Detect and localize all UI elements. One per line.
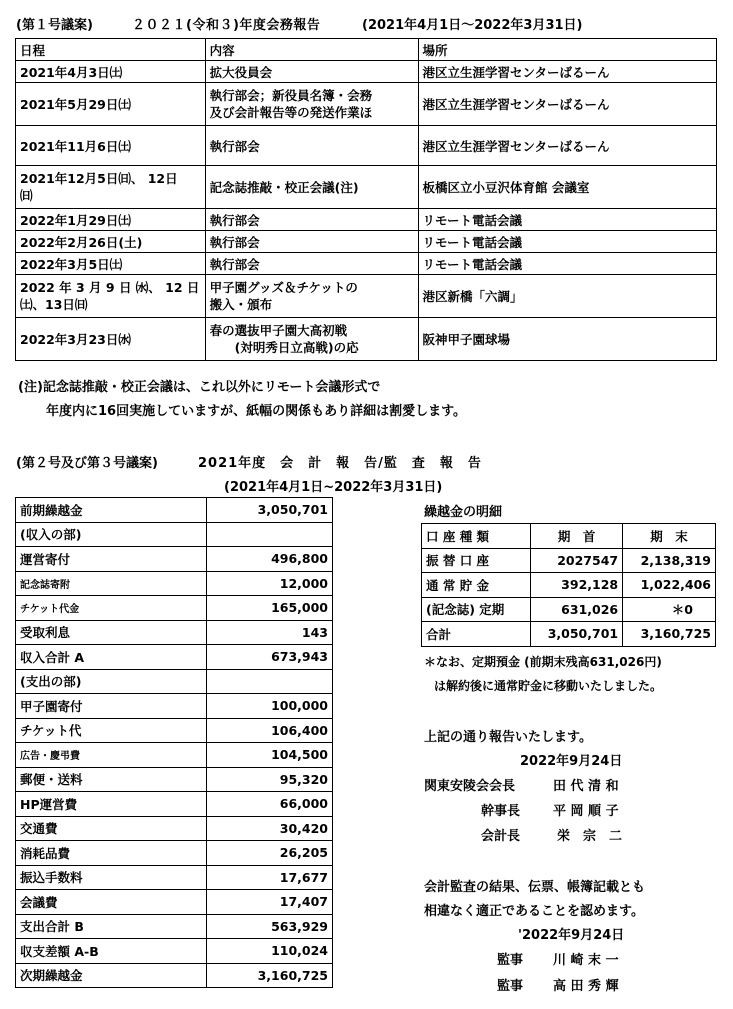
schedule-place: 阪神甲子園球場 xyxy=(418,318,716,361)
schedule-date: 2021年11月6日㈯ xyxy=(16,126,206,166)
account-value: 26,205 xyxy=(207,841,333,866)
account-label: HP運営費 xyxy=(16,792,207,817)
schedule-content: 執行部会 xyxy=(205,253,418,275)
schedule-place: 港区立生涯学習センターばるーん xyxy=(418,61,716,83)
carryover-row xyxy=(422,622,716,647)
schedule-date: 2022年3月23日㈬ xyxy=(16,318,206,361)
account-label: 消耗品費 xyxy=(16,841,207,866)
account-label: 広告・慶弔費 xyxy=(16,743,207,768)
account-row xyxy=(16,669,333,694)
schedule-content: 記念誌推敲・校正会議(注) xyxy=(205,166,418,209)
accounts-table xyxy=(15,497,333,988)
carryover-start: 631,026 xyxy=(531,597,623,622)
schedule-date: 2021年12月5日㈰、 12日 ㈰ xyxy=(16,166,206,209)
account-row xyxy=(16,645,333,670)
schedule-date: 2022年2月26日(土) xyxy=(16,231,206,253)
account-row xyxy=(16,743,333,768)
schedule-content: 執行部会 xyxy=(205,231,418,253)
account-row xyxy=(16,498,333,523)
account-value: 3,050,701 xyxy=(207,498,333,523)
note-line-2: 年度内に16回実施していますが、紙幅の関係もあり詳細は割愛します。 xyxy=(46,404,467,419)
carryover-row xyxy=(422,548,716,573)
schedule-content: 執行部会；新役員名簿・会務 及び会計報告等の発送作業ほ xyxy=(205,83,418,126)
account-label: 次期繰越金 xyxy=(16,963,207,988)
note-line-1: (注)記念誌推敲・校正会議は、これ以外にリモート会議形式で xyxy=(18,380,381,395)
account-value: 104,500 xyxy=(207,743,333,768)
schedule-row xyxy=(16,318,717,361)
account-row xyxy=(16,767,333,792)
account-row xyxy=(16,841,333,866)
schedule-header-place: 場所 xyxy=(418,39,716,61)
schedule-place: 港区新橋「六調」 xyxy=(418,275,716,318)
schedule-row xyxy=(16,231,717,253)
audit-sig1-name: 川 崎 末 一 xyxy=(553,953,619,968)
schedule-content: 執行部会 xyxy=(205,126,418,166)
schedule-header-row xyxy=(16,39,717,61)
schedule-content: 春の選抜甲子園大高初戦 (対明秀日立高戦)の応 xyxy=(205,318,418,361)
carryover-end: 3,160,725 xyxy=(623,622,716,647)
audit-line-2: 相違なく適正であることを認めます。 xyxy=(424,904,644,919)
report-sig1-name: 田 代 清 和 xyxy=(553,779,619,794)
schedule-content: 拡大役員会 xyxy=(205,61,418,83)
account-value: 30,420 xyxy=(207,816,333,841)
account-label: (収入の部) xyxy=(16,522,207,547)
account-label: 運営寄付 xyxy=(16,547,207,572)
schedule-header-content: 内容 xyxy=(205,39,418,61)
audit-line-1: 会計監査の結果、伝票、帳簿記載とも xyxy=(424,880,646,895)
account-value: 110,024 xyxy=(207,939,333,964)
schedule-place: 港区立生涯学習センターばるーん xyxy=(418,126,716,166)
account-row xyxy=(16,865,333,890)
account-value: 563,929 xyxy=(207,914,333,939)
schedule-header-date: 日程 xyxy=(16,39,206,61)
account-row xyxy=(16,522,333,547)
report-sig3-name: 栄 宗 二 xyxy=(557,829,623,844)
account-label: 前期繰越金 xyxy=(16,498,207,523)
audit-sig2-role: 監事 xyxy=(497,979,524,994)
account-row xyxy=(16,963,333,988)
carryover-table xyxy=(421,523,716,647)
account-value xyxy=(207,522,333,547)
account-value: 3,160,725 xyxy=(207,963,333,988)
carryover-title: 繰越金の明細 xyxy=(424,505,503,520)
account-value: 17,677 xyxy=(207,865,333,890)
carryover-header-type: 口 座 種 類 xyxy=(422,524,531,549)
schedule-place: リモート電話会議 xyxy=(418,209,716,231)
carryover-end: 2,138,319 xyxy=(623,548,716,573)
carryover-row xyxy=(422,573,716,598)
carryover-start: 2027547 xyxy=(531,548,623,573)
account-label: 記念誌寄附 xyxy=(16,571,207,596)
schedule-content: 甲子園グッズ＆チケットの 搬入・頒布 xyxy=(205,275,418,318)
report-sig1-role: 関東安陵会会長 xyxy=(424,779,516,794)
account-label: チケット代 xyxy=(16,718,207,743)
audit-date: '2022年9月24日 xyxy=(518,928,625,943)
carryover-type: (記念誌) 定期 xyxy=(422,597,531,622)
account-row xyxy=(16,596,333,621)
account-label: 収入合計 A xyxy=(16,645,207,670)
carryover-type: 振 替 口 座 xyxy=(422,548,531,573)
account-value: 673,943 xyxy=(207,645,333,670)
account-label: (支出の部) xyxy=(16,669,207,694)
schedule-date: 2022年3月5日㈯ xyxy=(16,253,206,275)
account-value: 100,000 xyxy=(207,694,333,719)
account-row xyxy=(16,792,333,817)
carryover-header-start: 期 首 xyxy=(531,524,623,549)
account-label: 受取利息 xyxy=(16,620,207,645)
account-row xyxy=(16,939,333,964)
account-value: 66,000 xyxy=(207,792,333,817)
section1-tag: (第１号議案) xyxy=(16,18,93,33)
schedule-date: 2022年1月29日㈯ xyxy=(16,209,206,231)
account-value: 143 xyxy=(207,620,333,645)
section1-title: ２０２１(令和３)年度会務報告 xyxy=(132,18,321,33)
schedule-place: 港区立生涯学習センターばるーん xyxy=(418,83,716,126)
carryover-note-2: は解約後に通常貯金に移動いたしました。 xyxy=(434,679,663,693)
schedule-row xyxy=(16,209,717,231)
section2-title: 2021年度 会 計 報 告/監 査 報 告 xyxy=(198,456,482,471)
account-label: 交通費 xyxy=(16,816,207,841)
account-value: 12,000 xyxy=(207,571,333,596)
account-value: 17,407 xyxy=(207,890,333,915)
schedule-place: 板橋区立小豆沢体育館 会議室 xyxy=(418,166,716,209)
schedule-row xyxy=(16,83,717,126)
schedule-row xyxy=(16,166,717,209)
account-label: 収支差額 A-B xyxy=(16,939,207,964)
schedule-table xyxy=(15,38,717,361)
account-row xyxy=(16,914,333,939)
schedule-row xyxy=(16,61,717,83)
schedule-content: 執行部会 xyxy=(205,209,418,231)
report-sig3-role: 会計長 xyxy=(481,829,521,844)
carryover-end: 1,022,406 xyxy=(623,573,716,598)
carryover-header-end: 期 末 xyxy=(623,524,716,549)
account-row xyxy=(16,890,333,915)
carryover-type: 通 常 貯 金 xyxy=(422,573,531,598)
account-label: 会議費 xyxy=(16,890,207,915)
account-label: チケット代金 xyxy=(16,596,207,621)
account-label: 郵便・送料 xyxy=(16,767,207,792)
schedule-date: 2021年4月3日㈯ xyxy=(16,61,206,83)
audit-sig2-name: 高 田 秀 輝 xyxy=(553,979,619,994)
schedule-row xyxy=(16,253,717,275)
account-row xyxy=(16,694,333,719)
audit-sig1-role: 監事 xyxy=(497,953,524,968)
account-row xyxy=(16,816,333,841)
report-date: 2022年9月24日 xyxy=(520,754,623,769)
carryover-type: 合計 xyxy=(422,622,531,647)
report-sig2-role: 幹事長 xyxy=(481,804,521,819)
schedule-row xyxy=(16,275,717,318)
carryover-start: 392,128 xyxy=(531,573,623,598)
carryover-note-1: ＊なお、定期預金 (前期末残高631,026円) xyxy=(424,655,662,669)
report-sig2-name: 平 岡 順 子 xyxy=(553,804,619,819)
account-row xyxy=(16,620,333,645)
carryover-end: ＊0 xyxy=(623,597,716,622)
account-row xyxy=(16,571,333,596)
schedule-place: リモート電話会議 xyxy=(418,253,716,275)
section2-tag: (第２号及び第３号議案) xyxy=(16,456,158,471)
account-row xyxy=(16,718,333,743)
schedule-row xyxy=(16,126,717,166)
account-row xyxy=(16,547,333,572)
section2-period: (2021年4月1日~2022年3月31日) xyxy=(224,480,443,495)
account-value: 106,400 xyxy=(207,718,333,743)
section1-period: (2021年4月1日〜2022年3月31日) xyxy=(362,18,583,33)
carryover-start: 3,050,701 xyxy=(531,622,623,647)
account-label: 支出合計 B xyxy=(16,914,207,939)
schedule-date: 2022 年 3 月 9 日 ㈬、 12 日 ㈯、13日㈰ xyxy=(16,275,206,318)
account-label: 振込手数料 xyxy=(16,865,207,890)
schedule-place: リモート電話会議 xyxy=(418,231,716,253)
account-value: 496,800 xyxy=(207,547,333,572)
schedule-date: 2021年5月29日㈯ xyxy=(16,83,206,126)
account-value xyxy=(207,669,333,694)
account-value: 95,320 xyxy=(207,767,333,792)
carryover-header-row xyxy=(422,524,716,549)
account-label: 甲子園寄付 xyxy=(16,694,207,719)
report-line: 上記の通り報告いたします。 xyxy=(424,730,592,745)
carryover-row xyxy=(422,597,716,622)
account-value: 165,000 xyxy=(207,596,333,621)
